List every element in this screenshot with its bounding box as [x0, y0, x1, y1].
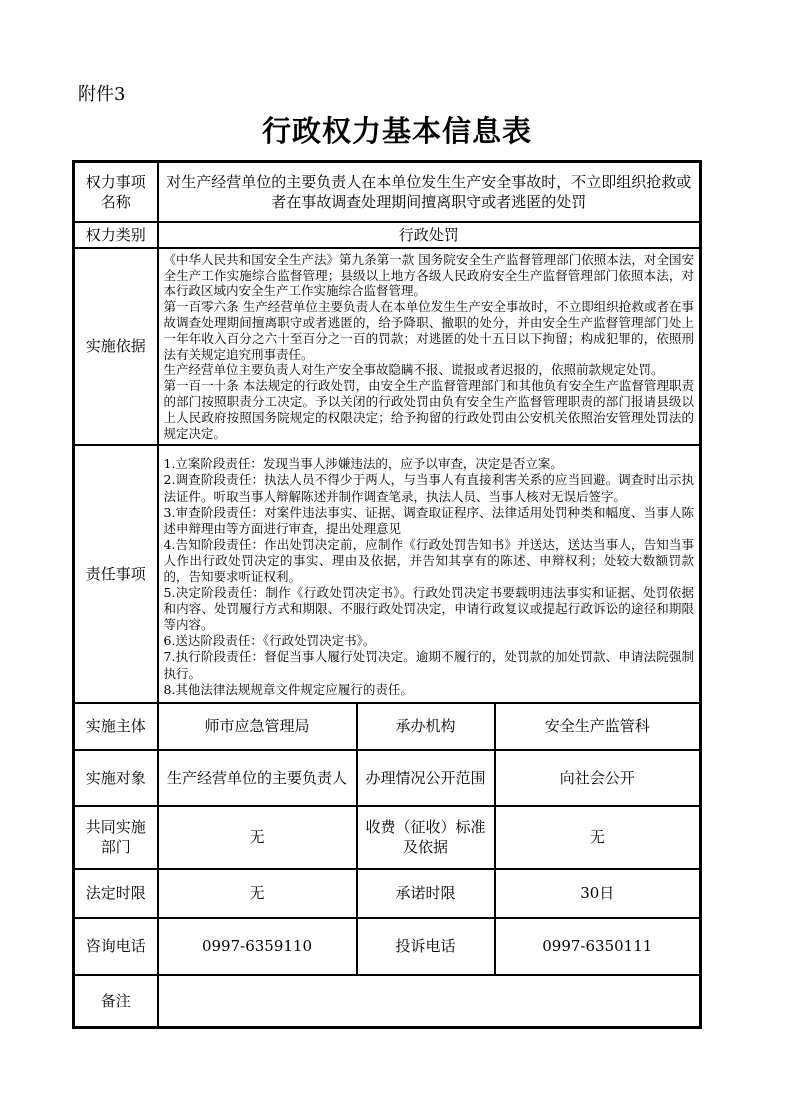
disclosure-scope-label: 办理情况公开范围 [357, 750, 495, 806]
row-remarks [74, 975, 701, 1028]
duty-item: 1.立案阶段责任：发现当事人涉嫌违法的，应予以审查，决定是否立案。 [163, 456, 563, 472]
implementer-label: 实施主体 [74, 703, 158, 750]
duty-item: 2.调查阶段责任：执法人员不得少于两人，与当事人有直接利害关系的应当回避。调查时出示执法证件。听取当事人辩解陈述并制作调查笔录，执法人员、当事人核对无误后签字。 [163, 472, 695, 504]
legal-time-limit-label: 法定时限 [74, 869, 158, 918]
promised-time-limit-label: 承诺时限 [357, 869, 495, 918]
legal-time-limit-value: 无 [158, 869, 357, 918]
legal-basis-paragraph: 第一百一十条 本法规定的行政处罚，由安全生产监督管理部门和其他负有安全生产监督管理职责的部门按照职责分工决定。予以关闭的行政处罚由负有安全生产监督管理职责的部门报请县级以上人民政府按照国务院规定的权限决定；给予拘留的行政处罚由公安机关依照治安管理处罚法的规定决定。 [163, 378, 695, 441]
duty-item: 3.审查阶段责任：对案件违法事实、证据、调查取证程序、法律适用处罚种类和幅度、当事人陈述申辩理由等方面进行审查，提出处理意见 [163, 504, 695, 536]
disclosure-scope-value: 向社会公开 [495, 750, 701, 806]
duties-value [158, 445, 701, 702]
row-phones [74, 918, 701, 975]
row-implementer [74, 703, 701, 750]
legal-basis-paragraph: 第一百零六条 生产经营单位主要负责人在本单位发生生产安全事故时，不立即组织抢救或者在事故调查处理期间擅离职守或者逃匿的，给予降职、撤职的处分，并由安全生产监督管理部门处上一年年收入百分之六十至百分之一百的罚款；对逃匿的处十五日以下拘留；构成犯罪的，依照刑法有关规定追究刑事责任。 [163, 299, 695, 362]
undertaking-org-label: 承办机构 [357, 703, 495, 750]
duty-item: 5.决定阶段责任：制作《行政处罚决定书》。行政处罚决定书要载明违法事实和证据、处罚依据和内容、处罚履行方式和期限、不服行政处罚决定，申请行政复议或提起行政诉讼的途径和期限等内容。 [163, 585, 695, 633]
complaint-phone-value: 0997-6350111 [495, 918, 701, 975]
row-target [74, 750, 701, 806]
power-item-value: 对生产经营单位的主要负责人在本单位发生生产安全事故时，不立即组织抢救或者在事故调查处理期间擅离职守或者逃匿的处罚 [158, 162, 701, 222]
duties-label: 责任事项 [74, 445, 158, 702]
consult-phone-label: 咨询电话 [74, 918, 158, 975]
remarks-value [158, 975, 701, 1028]
duty-item: 6.送达阶段责任：《行政处罚决定书》。 [163, 633, 376, 649]
complaint-phone-label: 投诉电话 [357, 918, 495, 975]
implementer-value: 师市应急管理局 [158, 703, 357, 750]
duty-item: 8.其他法律法规规章文件规定应履行的责任。 [163, 681, 413, 697]
row-time-limit [74, 869, 701, 918]
duty-item: 4.告知阶段责任：作出处罚决定前，应制作《行政处罚告知书》并送达，送达当事人，告知当事人作出行政处罚决定的事实、理由及依据，并告知其享有的陈述、申辩权利；处较大数额罚款的，告知要求听证权利。 [163, 536, 695, 584]
power-type-value: 行政处罚 [158, 222, 701, 248]
remarks-label: 备注 [74, 975, 158, 1028]
target-value: 生产经营单位的主要负责人 [158, 750, 357, 806]
power-item-label: 权力事项名称 [74, 162, 158, 222]
row-legal-basis [74, 248, 701, 446]
undertaking-org-value: 安全生产监管科 [495, 703, 701, 750]
row-joint-dept [74, 806, 701, 869]
legal-basis-paragraph: 生产经营单位主要负责人对生产安全事故隐瞒不报、谎报或者迟报的，依照前款规定处罚。 [163, 362, 664, 378]
legal-basis-paragraph: 《中华人民共和国安全生产法》第九条第一款 国务院安全生产监督管理部门依照本法，对全国安全生产工作实施综合监督管理；县级以上地方各级人民政府安全生产监督管理部门依照本法，对本行政区域内安全生产工作实施综合监督管理。 [163, 251, 695, 299]
fee-standard-value: 无 [495, 806, 701, 869]
joint-dept-value: 无 [158, 806, 357, 869]
page-title: 行政权力基本信息表 [261, 114, 532, 148]
row-power-type [74, 222, 701, 248]
consult-phone-value: 0997-6359110 [158, 918, 357, 975]
joint-dept-label: 共同实施部门 [74, 806, 158, 869]
legal-basis-value [158, 248, 701, 446]
fee-standard-label: 收费（征收）标准及依据 [357, 806, 495, 869]
duty-item: 7.执行阶段责任：督促当事人履行处罚决定。逾期不履行的，处罚款的加处罚款、申请法院强制执行。 [163, 649, 695, 681]
power-type-label: 权力类别 [74, 222, 158, 248]
row-duties [74, 445, 701, 702]
target-label: 实施对象 [74, 750, 158, 806]
legal-basis-label: 实施依据 [74, 248, 158, 446]
attachment-label: 附件3 [78, 84, 126, 105]
info-table [72, 160, 702, 1029]
promised-time-limit-value: 30日 [495, 869, 701, 918]
row-power-item [74, 162, 701, 222]
